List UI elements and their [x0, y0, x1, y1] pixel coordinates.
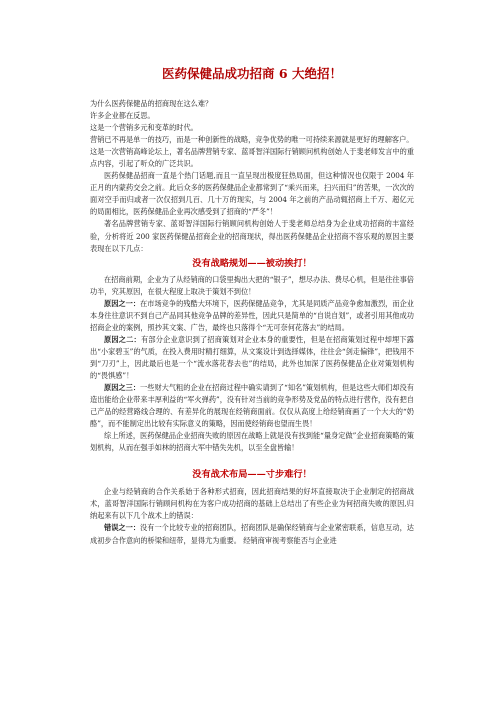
intro-paragraph: 为什么医药保健品的招商现在这么难？	[90, 99, 213, 108]
reason-label: 原因之一：	[104, 298, 141, 308]
intro-paragraph: 医药保健品招商一直是个热门话题,而且一直呈现出极度狂热局面，但这种情况也仅限于 2004 年正月的内蒙药交会之前。此后众多的医药保健品企业都常到了“乘兴而来，扫兴而归”的苦果，一次次的面对空手而归或者一次仅招到几百、几十万的现实，与 2004 年之前的产品动辄招商上千万、超亿元的局面相比，医药保健品企业再次感受到了招商的“严冬”！	[90, 171, 414, 217]
intro-block	[90, 98, 414, 255]
body-paragraph: 原因之二：有部分企业意识到了招商策划对企业本身的重要性，但是在招商策划过程中却埋下露出“小家碧玉”的气质，在投入费用时精打细算，从文案设计到选择媒体，往往会“剑走偏锋”，把钱用不到“刀刃”上，因此最后也是一个“流水落花春去也”的结局，此外也加深了医药保健品企业对策划机构的“畏惧感”！	[90, 334, 414, 380]
intro-paragraph: 著名品牌营销专家、蓝哥智洋国际行销顾问机构创始人于斐老师总结身为企业成功招商的丰富经验，分析将近 200 家医药保健品招商企业的招商现状，得出医药保健品企业招商不容乐观的原因主要表现在以下几点：	[90, 219, 414, 253]
section-tactics-body	[90, 486, 414, 546]
reason-label: 原因之二：	[104, 334, 141, 344]
section-strategy-body	[90, 274, 414, 455]
intro-paragraph: 这是一个营销多元和变革的时代。	[90, 123, 198, 133]
intro-paragraph: 许多企业都在反思。	[90, 111, 155, 121]
body-paragraph: 原因之三：一些财大气粗的企业在招商过程中确实请到了“知名”策划机构，但是这些大师们却没有造出能给企业带来丰厚利益的“军火弹药”，没有针对当前的竞争形势及党品的特点进行营作，没有把自己产品的经营路线合理的、有差异化的展现在经销商面前。仅仅从高度上给经销商画了一个大大的“奶酪”，而不能制定出比较有实际意义的策略，因而使经销商也望而生畏！	[90, 383, 414, 429]
intro-paragraph: 营销已不再是单一的技巧，而是一种创新性的战略，竞争优势的唯一可持续来源就是更好的理解客户。	[90, 135, 414, 145]
intro-paragraph: 这是一次营销高峰论坛上，著名品牌营销专家、蓝哥智洋国际行销顾问机构创始人于斐老师发言中的重点内容，引起了听众的广泛共识。	[90, 147, 414, 169]
error-label: 错误之一：	[104, 523, 141, 533]
section-heading-strategy: 没有战略规划——被动挨打！	[192, 257, 312, 269]
body-paragraph: 错误之一：没有一个比较专业的招商团队，招商团队是确保经销商与企业紧密联系，信息互动，达成初步合作意向的桥梁和纽带，显得尤为重要。 经销商审视考察能否与企业进	[90, 523, 414, 545]
body-paragraph: 在招商前期，企业为了从经销商的口袋里掏出大把的“银子”，想尽办法、费尽心机，但是往往事倍功半，究其原因，在很大程度上取决于策划不到位！	[90, 274, 414, 296]
body-paragraph: 企业与经销商的合作关系始于各种形式招商，因此招商结果的好坏直接取决于企业制定的招商战术，蓝哥智洋国际行销顾问机构在为客户成功招商的基础上总结出了有些企业为何招商失败的原因,归纳起来有以下几个战术上的错误：	[90, 487, 414, 521]
section-heading-tactics: 没有战术布局——寸步难行！	[192, 469, 312, 481]
reason-label: 原因之三：	[104, 383, 141, 393]
body-paragraph: 综上所述，医药保健品企业招商失败的原因在战略上就是没有找到能“量身定做”企业招商策略的策划机构，从而在强手如林的招商大军中错失先机，以至全盘皆输！	[90, 431, 414, 453]
body-paragraph: 原因之一：在市场竞争的残酷大环境下，医药保健品竞争，尤其是同质产品竞争愈加激烈，而企业本身往往意识不到自己产品同其他竞争品牌的差异性，因此只是简单的“自说自划”，或者引用其他成功招商企业的案例，照抄其文案、广告，最终也只落得个“无可奈何花落去”的结局。	[90, 298, 414, 332]
document-title: 医药保健品成功招商 6 大绝招！	[162, 66, 342, 81]
